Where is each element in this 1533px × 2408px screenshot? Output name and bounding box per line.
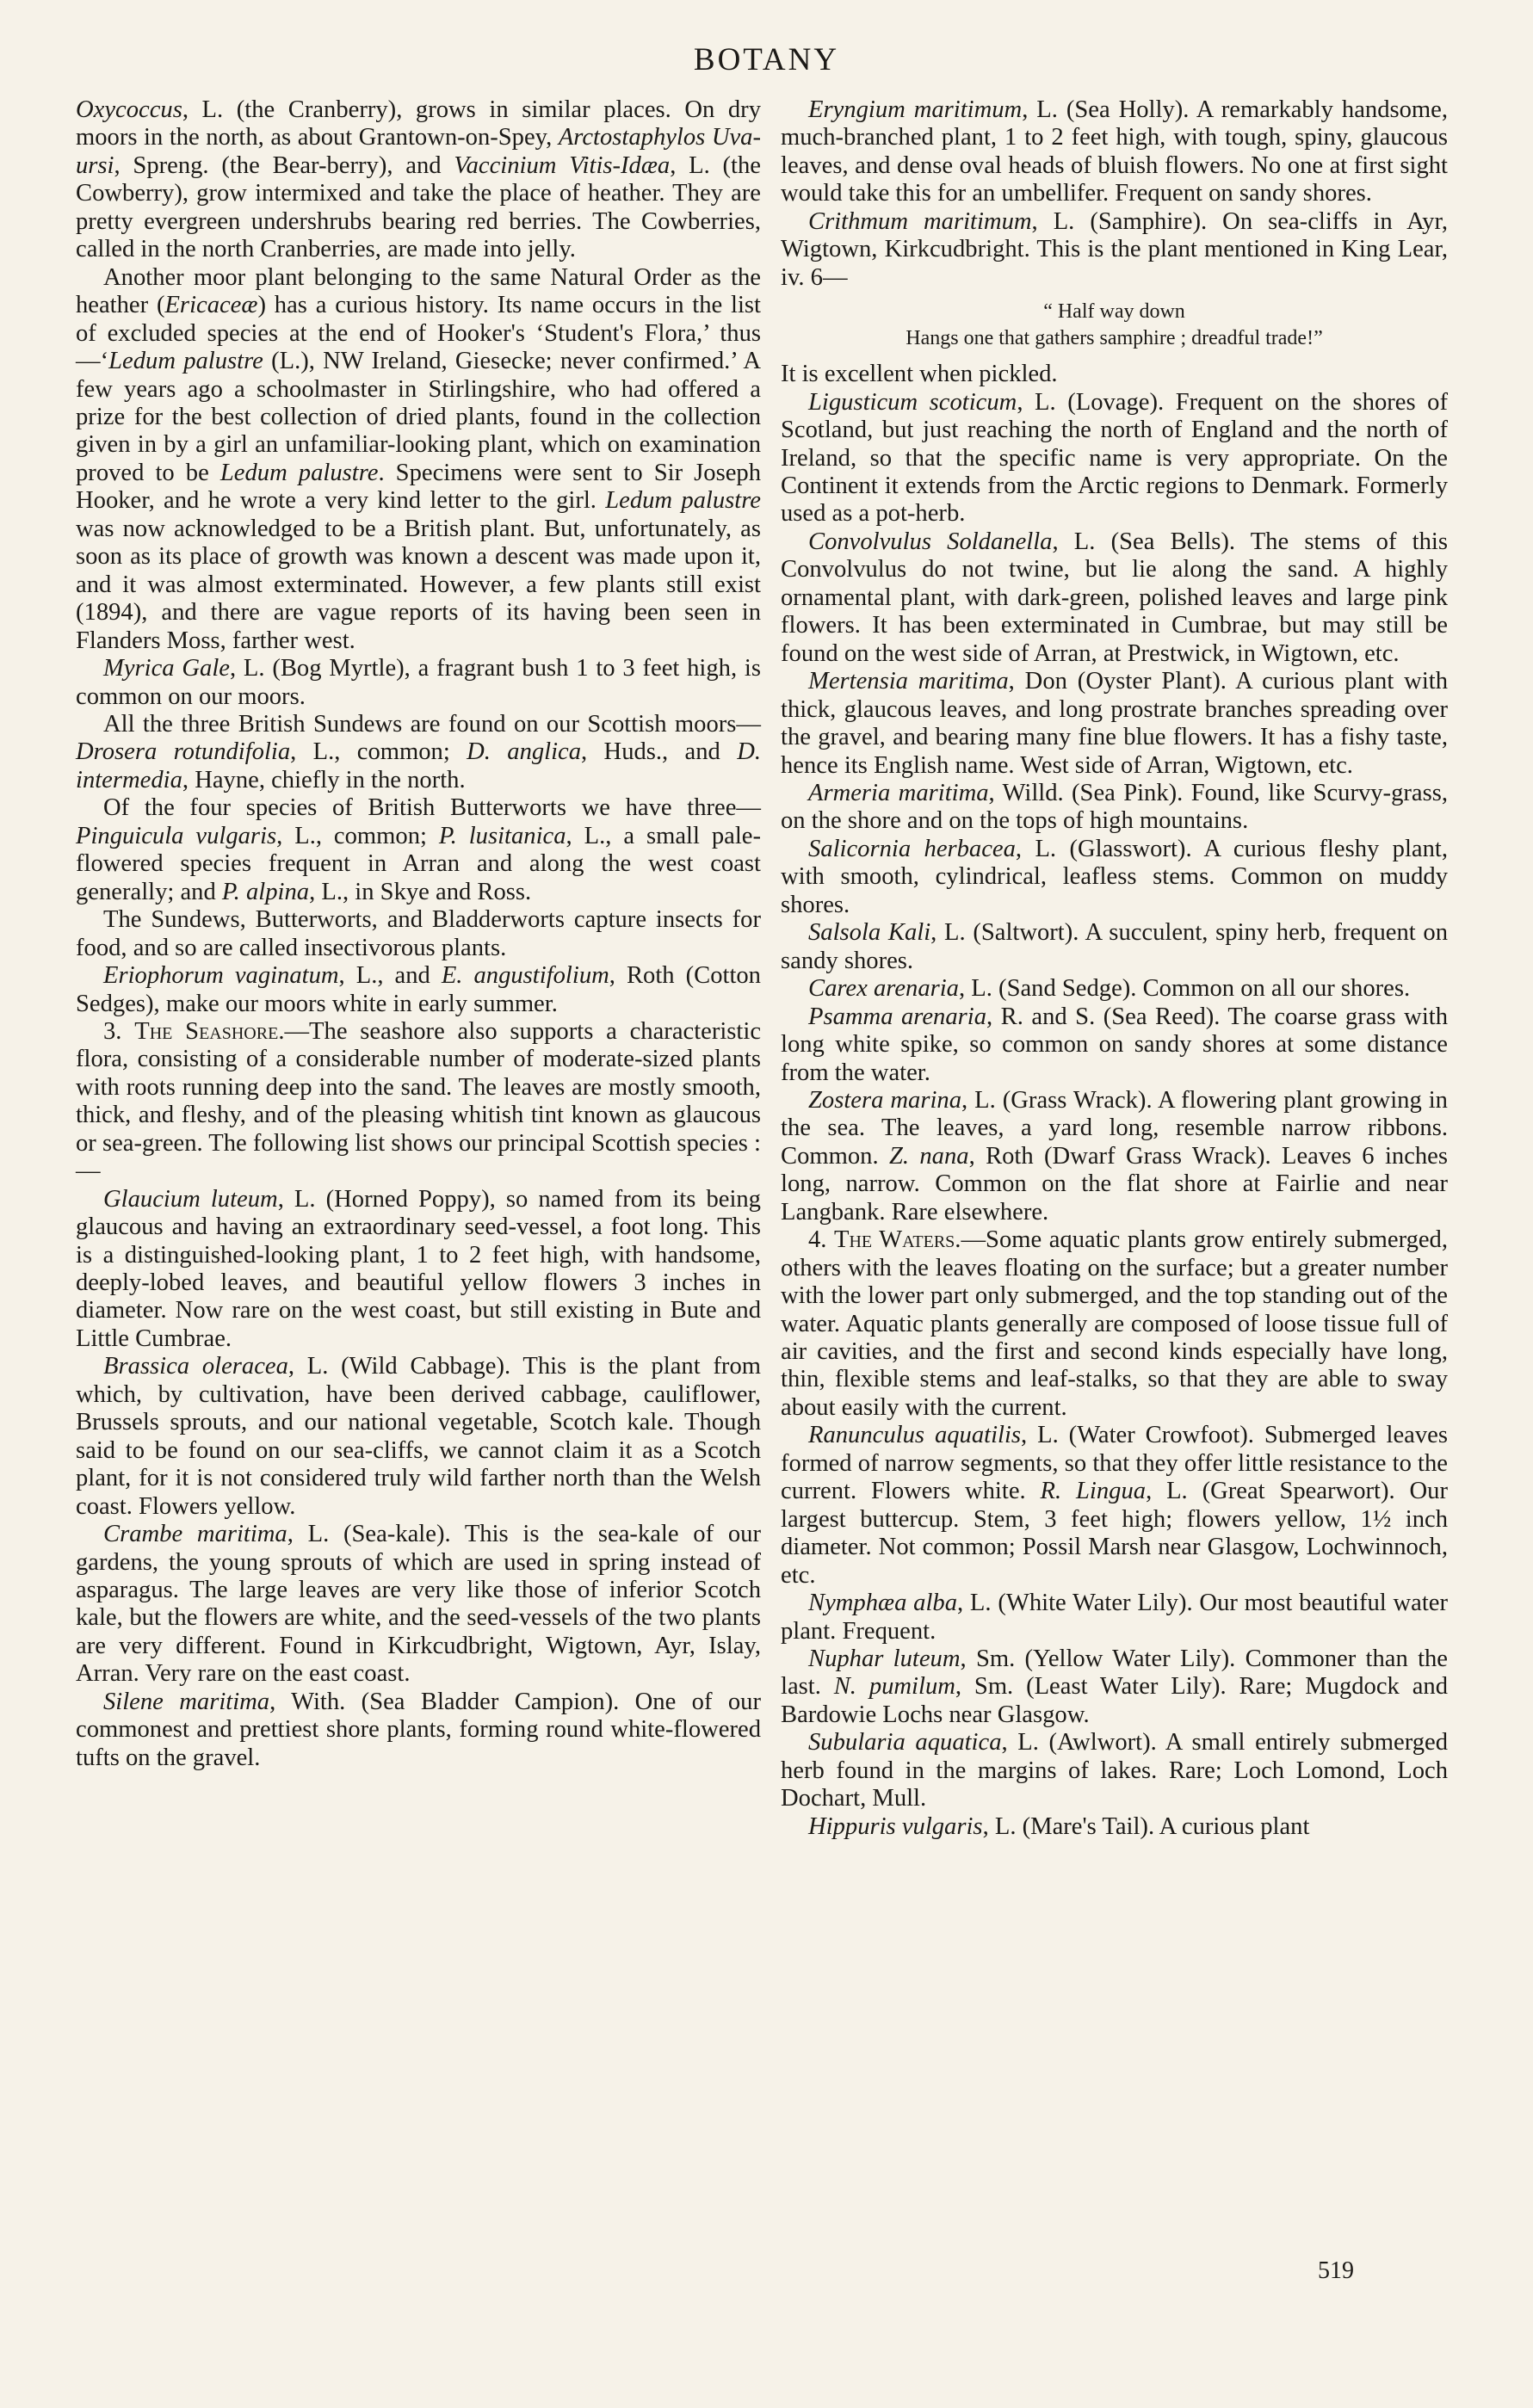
- paragraph-text: was now acknowledged to be a British plant. But, unfortunately, as soon as its place of growth was known a descent was made upon it, and it was almost exterminated. However, a few plants still exist (1894), and there are vague reports of its having been seen in Flanders Moss, farther west.: [76, 515, 761, 654]
- paragraph: [76, 711, 761, 794]
- species-name: Vaccinium Vitis-Idæa: [454, 151, 671, 179]
- paragraph-text: , L. (White Water Lily). Our most beautiful water plant. Frequent.: [781, 1590, 1448, 1645]
- paragraph-text: , L. (Lovage). Frequent on the shores of Scotland, but just reaching the north of England and the north of Ireland, so that the specific name is very appropriate. On the Continent it extends from the Arctic regions to Denmark. Formerly used as a pot-herb.: [781, 388, 1448, 528]
- species-name: Psamma arenaria: [808, 1003, 987, 1030]
- species-name: Mertensia maritima: [808, 668, 1009, 695]
- paragraph-text: , L., common;: [276, 822, 439, 849]
- species-name: E. angustifolium: [441, 962, 609, 990]
- species-name: Nuphar luteum: [808, 1645, 961, 1673]
- species-name: R. Lingua: [1040, 1478, 1147, 1505]
- species-name: Oxycoccus: [76, 96, 182, 123]
- paragraph-text: , L. (Wild Cabbage). This is the plant from which, by cultivation, have been derived cabbage, cauliflower, Brussels sprouts, and our national vegetable, Scotch kale. Though said to be found on our sea-cliffs, we cannot claim it as a Scotch plant, for it is not considered truly wild farther north than the Welsh coast. Flowers yellow.: [76, 1353, 761, 1520]
- paragraph-text: , Roth (Dwarf Grass Wrack). Leaves 6 inches long, narrow. Common on the flat shore at Fairlie and near Langbank. Rare elsewhere.: [781, 1142, 1448, 1226]
- paragraph-text: , Hayne, chiefly in the north.: [182, 766, 466, 793]
- species-name: Nymphæa alba: [808, 1590, 957, 1617]
- paragraph: [781, 1422, 1448, 1590]
- paragraph: [781, 919, 1448, 975]
- paragraph: [781, 1729, 1448, 1812]
- paragraph-text: , L. (Awlwort). A small entirely submerged herb found in the margins of lakes. Rare; Loch Lomond, Loch Dochart, Mull.: [781, 1729, 1448, 1812]
- paragraph: [781, 361, 1448, 388]
- section-heading: The Waters: [834, 1226, 955, 1254]
- species-name: Eryngium maritimum: [808, 96, 1023, 123]
- species-name: Hippuris vulgaris: [808, 1812, 983, 1840]
- species-name: Salicornia herbacea: [808, 835, 1016, 862]
- species-name: Glaucium luteum: [103, 1185, 278, 1213]
- paragraph-text: , Don (Oyster Plant). A curious plant with thick, glaucous leaves, and long prostrate branches spreading over the gravel, and bearing many fine blue flowers. It has a fishy taste, hence its English name. West side of Arran, Wigtown, etc.: [781, 668, 1449, 779]
- species-name: Drosera rotundifolia: [76, 738, 291, 766]
- paragraph: [781, 1087, 1448, 1226]
- species-name: Ledum palustre: [605, 487, 761, 515]
- species-name: Zostera marina: [808, 1086, 961, 1114]
- paragraph: [76, 264, 761, 655]
- right-column: [781, 96, 1448, 1841]
- paragraph-text: Another moor plant belonging to the same Natural Order as the heather (: [76, 263, 761, 319]
- paragraph-text: , L., a small pale-flowered species frequent in Arran and along the west coast generally; and: [76, 822, 761, 905]
- paragraph-text: Of the four species of British Butterworts we have three—: [103, 794, 761, 822]
- species-name: Pinguicula vulgaris: [76, 822, 277, 849]
- paragraph-text: , Willd. (Sea Pink). Found, like Scurvy-grass, on the shore and on the tops of high mountains.: [781, 779, 1448, 835]
- species-name: Brassica oleracea: [103, 1353, 288, 1380]
- species-name: Ledum palustre: [219, 459, 379, 486]
- quotation-line: Hangs one that gathers samphire ; dreadful trade!”: [906, 327, 1323, 350]
- paragraph-text: 4.: [808, 1226, 835, 1254]
- paragraph-text: , L. (the Cowberry), grow intermixed and take the place of heather. They are pretty evergreen undershrubs bearing red berries. The Cowberries, called in the north Cranberries, are made into jelly.: [76, 151, 761, 263]
- paragraph-text: , L. (Mare's Tail). A curious plant: [982, 1812, 1310, 1840]
- paragraph-text: , L. (Sea-kale). This is the sea-kale of our gardens, the young sprouts of which are used in spring instead of asparagus. The large leaves are very like those of inferior Scotch kale, but the flowers are white, and the seed-vessels of the two plants are very different. Found in Kirkcudbright, Wigtown, Ayr, Islay, Arran. Very rare on the east coast.: [76, 1521, 761, 1688]
- left-column: [76, 96, 761, 1772]
- paragraph: [76, 962, 761, 1018]
- paragraph: [781, 836, 1448, 919]
- paragraph-text: , Sm. (Least Water Lily). Rare; Mugdock and Bardowie Lochs near Glasgow.: [781, 1673, 1448, 1728]
- page-number: 519: [1318, 2257, 1354, 2284]
- paragraph-text: .—Some aquatic plants grow entirely submerged, others with the leaves floating on the surface; but a greater number with the lower part only submerged, and the top standing out of the water. Aquatic plants generally are composed of loose tissue full of air cavities, and the first and second kinds especially have long, thin, flexible stems and leaf-stalks, so that they are able to sway about easily with the current.: [781, 1226, 1449, 1421]
- paragraph: [781, 1590, 1448, 1645]
- paragraph-text: 3.: [103, 1017, 135, 1045]
- paragraph: [76, 655, 761, 711]
- paragraph-text: , Huds., and: [581, 738, 738, 766]
- species-name: Ranunculus aquatilis: [808, 1422, 1022, 1449]
- paragraph-text: , L., common;: [290, 738, 467, 766]
- paragraph-text: The Sundews, Butterworts, and Bladderworts capture insects for food, and so are called insectivorous plants.: [76, 906, 761, 961]
- paragraph-text: , L. (Bog Myrtle), a fragrant bush 1 to 3 feet high, is common on our moors.: [76, 655, 761, 710]
- paragraph-text: , Roth (Cotton Sedges), make our moors white in early summer.: [76, 962, 761, 1017]
- paragraph-text: , L., in Skye and Ross.: [309, 878, 532, 905]
- paragraph: [781, 96, 1448, 208]
- paragraph-text: , L. (Horned Poppy), so named from its being glaucous and having an extraordinary seed-vessel, a foot long. This is a distinguished-looking plant, 1 to 2 feet high, with handsome, deeply-lobed leaves, and beautiful yellow flowers 3 inches in diameter. Now rare on the west coast, but still existing in Bute and Little Cumbrae.: [76, 1185, 761, 1352]
- paragraph-text: , L. (Glasswort). A curious fleshy plant, with smooth, cylindrical, leafless stems. Common on muddy shores.: [781, 835, 1448, 918]
- species-name: Ledum palustre: [108, 348, 263, 375]
- paragraph-text: It is excellent when pickled.: [781, 361, 1058, 388]
- paragraph-text: , R. and S. (Sea Reed). The coarse grass with long white spike, so common on sandy shores at some distance from the water.: [781, 1003, 1449, 1086]
- section-heading: The Seashore: [134, 1017, 279, 1045]
- paragraph: [781, 389, 1448, 528]
- paragraph: [781, 975, 1448, 1003]
- paragraph: [76, 906, 761, 962]
- paragraph: [76, 96, 761, 264]
- paragraph-text: . Specimens were sent to Sir Joseph Hooker, and he wrote a very kind letter to the girl.: [76, 459, 762, 515]
- paragraph: [76, 1018, 761, 1186]
- species-name: P. alpina: [221, 878, 310, 905]
- paragraph: [781, 780, 1448, 836]
- species-name: D. anglica: [467, 738, 582, 766]
- paragraph-text: , L. (Samphire). On sea-cliffs in Ayr, Wigtown, Kirkcudbright. This is the plant mentioned in King Lear, iv. 6—: [781, 207, 1449, 291]
- paragraph-text: , L. (Sea Holly). A remarkably handsome, much-branched plant, 1 to 2 feet high, with tough, spiny, glaucous leaves, and dense oval heads of bluish flowers. No one at first sight would take this for an umbellifer. Frequent on sandy shores.: [781, 96, 1448, 207]
- paragraph-text: (L.), NW Ireland, Giesecke; never confirmed.’ A few years ago a schoolmaster in Stirlingshire, who had offered a prize for the best collection of dried plants, found in the collection given in by a girl an unfamiliar-looking plant, which on examination proved to be: [76, 348, 761, 486]
- paragraph: [76, 1689, 761, 1772]
- paragraph-text: , With. (Sea Bladder Campion). One of our commonest and prettiest shore plants, forming round white-flowered tufts on the gravel.: [76, 1688, 761, 1771]
- species-name: Crithmum maritimum: [808, 207, 1032, 235]
- paragraph-text: , Spreng. (the Bear-berry), and: [114, 151, 454, 179]
- species-name: N. pumilum: [833, 1673, 955, 1701]
- quotation-line: “ Half way down: [1043, 300, 1185, 324]
- species-name: Myrica Gale: [103, 655, 230, 682]
- paragraph-text: , L. (Great Spearwort). Our largest buttercup. Stem, 3 feet high; flowers yellow, 1½ inch diameter. Not common; Possil Marsh near Glasgow, Lochwinnoch, etc.: [781, 1478, 1448, 1589]
- species-name: Ligusticum scoticum: [808, 388, 1017, 416]
- species-name: Arctostaphylos Uva-ursi: [76, 124, 762, 179]
- paragraph: [781, 1813, 1448, 1841]
- paragraph-text: ) has a curious history. Its name occurs in the list of excluded species at the end of Hooker's ‘Student's Flora,’ thus—‘: [76, 292, 761, 375]
- paragraph-text: .—The seashore also supports a characteristic flora, consisting of a considerable number of moderate-sized plants with roots running deep into the sand. The leaves are mostly smooth, thick, and fleshy, and of the pleasing whitish tint known as glaucous or sea-green. The following list shows our principal Scottish species :—: [76, 1017, 762, 1185]
- paragraph: [781, 668, 1448, 780]
- species-name: D. intermedia: [76, 738, 761, 793]
- species-name: Z. nana: [888, 1142, 969, 1170]
- paragraph: [76, 794, 761, 906]
- paragraph: [781, 528, 1448, 668]
- running-head: BOTANY: [693, 42, 840, 77]
- paragraph: [76, 1186, 761, 1354]
- species-name: Eriophorum vaginatum: [103, 962, 339, 990]
- species-name: P. lusitanica: [438, 822, 566, 849]
- species-name: Ericaceæ: [164, 292, 258, 319]
- species-name: Crambe maritima: [103, 1521, 287, 1548]
- paragraph-text: , L. (Sea Bells). The stems of this Convolvulus do not twine, but lie along the sand. A highly ornamental plant, with dark-green, polished leaves and large pink flowers. It has been exterminated in Cumbrae, but may still be found on the west side of Arran, at Prestwick, in Wigtown, etc.: [781, 528, 1448, 667]
- paragraph-text: , L. (Saltwort). A succulent, spiny herb, frequent on sandy shores.: [781, 919, 1449, 974]
- paragraph-text: , L. (the Cranberry), grows in similar places. On dry moors in the north, as about Grantown-on-Spey,: [76, 96, 761, 151]
- species-name: Salsola Kali: [808, 919, 931, 947]
- species-name: Carex arenaria: [808, 975, 959, 1003]
- species-name: Silene maritima: [103, 1688, 270, 1715]
- paragraph-text: , L., and: [338, 962, 442, 990]
- paragraph: [781, 1003, 1448, 1087]
- paragraph: [76, 1521, 761, 1689]
- paragraph-text: , L. (Grass Wrack). A flowering plant growing in the sea. The leaves, a yard long, resemble narrow ribbons. Common.: [781, 1086, 1448, 1170]
- paragraph-text: , L. (Sand Sedge). Common on all our shores.: [958, 975, 1411, 1003]
- paragraph-text: , Sm. (Yellow Water Lily). Commoner than the last.: [781, 1645, 1448, 1701]
- verse-quotation: [781, 299, 1448, 352]
- paragraph: [781, 1645, 1448, 1729]
- paragraph: [76, 1353, 761, 1521]
- paragraph: [781, 208, 1448, 292]
- paragraph: [781, 1226, 1448, 1422]
- species-name: Convolvulus Soldanella: [808, 528, 1053, 555]
- paragraph-text: , L. (Water Crowfoot). Submerged leaves formed of narrow segments, so that they offer little resistance to the current. Flowers white.: [781, 1422, 1448, 1505]
- species-name: Subularia aquatica: [808, 1729, 1002, 1757]
- paragraph-text: All the three British Sundews are found on our Scottish moors—: [103, 710, 761, 738]
- species-name: Armeria maritima: [808, 779, 989, 806]
